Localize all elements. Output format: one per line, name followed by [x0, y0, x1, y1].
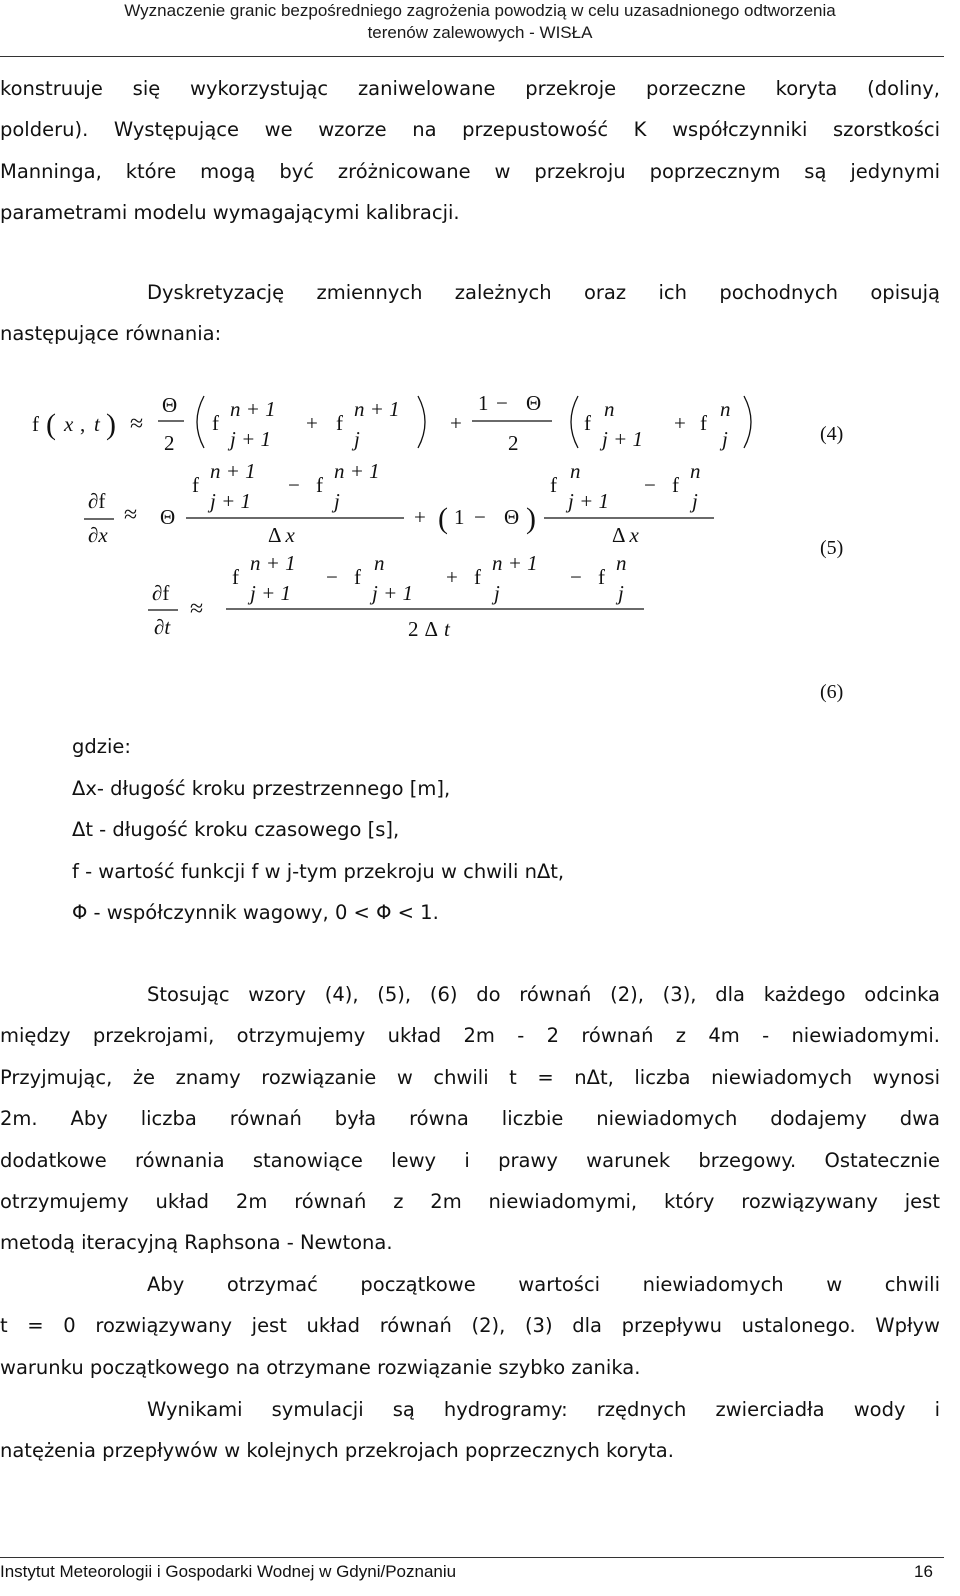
eq5-f3-sup: n [570, 459, 581, 483]
header-divider [0, 56, 944, 57]
eq4-two-a: 2 [164, 431, 175, 455]
body-paragraph-1 [0, 974, 940, 1264]
eq5-f4-sup: n [690, 459, 701, 483]
eq5-minus3: − [644, 473, 656, 497]
eq4-plus1: + [306, 411, 318, 435]
eq4-f2: f [336, 411, 343, 435]
eq6-f3-sup: n + 1 [492, 551, 538, 575]
p1-line-2: między przekrojami, otrzymujemy układ 2m - 2 równań z 4m - niewiadomymi. [0, 1024, 940, 1048]
p1-line-3: Przyjmując, że znamy rozwiązanie w chwili t = nΔt, liczba niewiadomych wynosi [0, 1065, 940, 1089]
eq5-theta2: Θ [504, 505, 520, 529]
p3-line-1: Wynikami symulacji są hydrogramy: rzędnych zwierciadła wody i [147, 1398, 940, 1421]
eq4-f3-sub: j + 1 [602, 427, 644, 451]
eq4-approx: ≈ [130, 411, 144, 437]
eq4-theta: Θ [162, 393, 178, 417]
eq4-f4-sup: n [720, 397, 731, 421]
legend-item-dx: Δx- długość kroku przestrzennego [m], [72, 776, 451, 800]
eq5-f3-sub: j + 1 [568, 489, 610, 513]
eq5-theta: Θ [160, 505, 176, 529]
eq6-partial-t: ∂t [154, 615, 171, 639]
legend-item-f: f - wartość funkcji f w j-tym przekroju w chwili nΔt, [72, 859, 565, 883]
eq4-f3: f [584, 411, 591, 435]
eq6-f1-sup: n + 1 [250, 551, 296, 575]
eq4-theta2: Θ [526, 391, 542, 415]
p2-line-2: t = 0 rozwiązywany jest układ równań (2), (3) dla przepływu ustalonego. Wpływ [0, 1314, 940, 1338]
eq6-f1-sub: j + 1 [250, 581, 292, 605]
p1-line-7: metodą iteracyjną Raphsona - Newtona. [0, 1231, 393, 1255]
eq5-partial-f: ∂f [88, 489, 106, 513]
eq5-paren-open: ( [438, 502, 448, 535]
eq6-number: (6) [820, 681, 844, 703]
eq6-f2-sup: n [374, 551, 385, 575]
page-number: 16 [914, 1562, 933, 1581]
p1-line-6: otrzymujemy układ 2m równań z 2m niewiadomymi, który rozwiązywany jest [0, 1190, 940, 1214]
eq4-f2-sup: n + 1 [354, 397, 400, 421]
header-line-1: Wyznaczenie granic bezpośredniego zagrożenia powodzią w celu uzasadnionego odtworzenia [124, 1, 836, 20]
eq5-f1-sub: j + 1 [210, 489, 252, 513]
body-paragraph-2 [0, 1264, 940, 1388]
eq5-number: (5) [820, 537, 844, 559]
p2-line-3: warunku początkowego na otrzymane rozwiązanie szybko zanika. [0, 1355, 641, 1379]
p1-line-1: Stosując wzory (4), (5), (6) do równań (2), (3), dla każdego odcinka [147, 983, 940, 1006]
eq6-two-delta-t: 2 Δ t [408, 617, 450, 641]
footer-institute: Instytut Meteorologii i Gospodarki Wodnej w Gdyni/Poznaniu [0, 1562, 457, 1581]
equation-6 [148, 551, 843, 703]
eq6-f3-sub: j [494, 581, 500, 605]
eq4-plus2: + [450, 411, 462, 435]
eq5-partial-x: ∂x [88, 523, 108, 547]
eq5-f2-sup: n + 1 [334, 459, 380, 483]
eq5-paren-close: ) [526, 502, 536, 535]
body-paragraph-3 [0, 1389, 940, 1472]
lead-paragraph [0, 272, 940, 355]
eq5-f2: f [316, 473, 323, 497]
equations-block [0, 378, 960, 708]
legend-item-phi: Φ - współczynnik wagowy, 0 < Φ < 1. [72, 901, 439, 924]
eq6-f2-sub: j + 1 [372, 581, 414, 605]
eq4-f1-sub: j + 1 [230, 427, 272, 451]
eq4-f4: f [700, 411, 707, 435]
eq6-plus: + [446, 565, 458, 589]
eq6-f2: f [354, 565, 361, 589]
eq6-approx: ≈ [190, 596, 204, 622]
eq6-partial-f: ∂f [152, 581, 170, 605]
eq4-one: 1 [478, 391, 489, 415]
symbol-legend [72, 726, 564, 934]
footer-divider [0, 1557, 944, 1558]
eq6-minus1: − [326, 565, 338, 589]
eq4-f1: f [212, 411, 219, 435]
p1-line-4: 2m. Aby liczba równań była równa liczbie niewiadomych dodajemy dwa [0, 1107, 940, 1131]
eq6-f3: f [474, 565, 481, 589]
legend-item-dt: Δt - długość kroku czasowego [s], [72, 818, 400, 841]
equation-4 [32, 391, 843, 455]
legend-title: gdzie: [72, 735, 131, 758]
eq5-f2-sub: j [334, 489, 340, 513]
eq5-f1: f [192, 473, 199, 497]
eq5-delta-x2: Δ x [612, 523, 639, 547]
intro-line-2: polderu). Występujące we wzorze na przepustowość K współczynniki szorstkości [0, 118, 940, 142]
eq6-f4-sup: n [616, 551, 627, 575]
p1-line-5: dodatkowe równania stanowiące lewy i prawy warunek brzegowy. Ostatecznie [0, 1148, 940, 1172]
eq4-x: x [64, 412, 74, 436]
eq4-plus3: + [674, 411, 686, 435]
eq6-minus2: − [570, 565, 582, 589]
eq4-minus: − [496, 391, 508, 415]
p2-line-1: Aby otrzymać początkowe wartości niewiadomych w chwili [147, 1273, 940, 1296]
eq6-f1: f [232, 565, 239, 589]
eq5-approx: ≈ [124, 502, 138, 528]
eq4-number: (4) [820, 423, 844, 445]
lead-line-2: następujące równania: [0, 322, 222, 346]
eq4-paren-open: ( [46, 408, 56, 441]
equation-5 [84, 459, 843, 559]
intro-paragraph [0, 68, 940, 234]
eq6-f4-sub: j [618, 581, 624, 605]
page-header [0, 0, 960, 52]
eq4-t: t [94, 412, 100, 436]
eq4-f2-sub: j [354, 427, 360, 451]
eq4-f4-sub: j [722, 427, 728, 451]
eq5-minus1: − [288, 473, 300, 497]
eq4-f3-sup: n [604, 397, 615, 421]
intro-line-1: konstruuje się wykorzystując zaniwelowane przekroje porzeczne koryta (doliny, [0, 77, 940, 100]
eq5-one: 1 [454, 505, 465, 529]
eq4-comma: , [80, 412, 86, 436]
eq6-f4: f [598, 565, 605, 589]
eq5-f3: f [550, 473, 557, 497]
p3-line-2: natężenia przepływów w kolejnych przekrojach poprzecznych koryta. [0, 1439, 674, 1463]
eq5-f1-sup: n + 1 [210, 459, 256, 483]
header-line-2: terenów zalewowych - WISŁA [367, 23, 593, 42]
eq4-two-b: 2 [508, 431, 519, 455]
eq5-delta-x1: Δ x [268, 523, 295, 547]
lead-line-1: Dyskretyzację zmiennych zależnych oraz ich pochodnych opisują [147, 281, 940, 304]
eq5-minus2: − [474, 505, 486, 529]
eq5-f4-sub: j [692, 489, 698, 513]
eq4-f: f [32, 412, 39, 436]
eq5-plus: + [414, 505, 426, 529]
eq5-f4: f [672, 473, 679, 497]
intro-line-4: parametrami modelu wymagającymi kalibracji. [0, 201, 460, 225]
eq4-paren-close: ) [106, 408, 116, 441]
intro-line-3: Manninga, które mogą być zróżnicowane w przekroju poprzecznym są jedynymi [0, 159, 940, 183]
eq4-f1-sup: n + 1 [230, 397, 276, 421]
